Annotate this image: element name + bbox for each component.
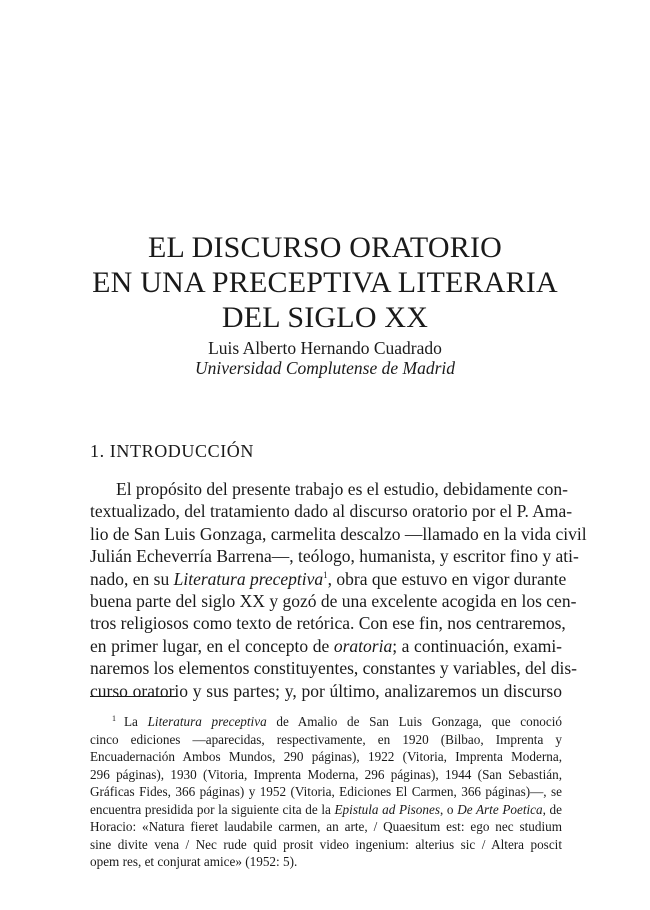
footnote-line: Gráficas Fides, 366 páginas) y 1952 (Vitoria, Ediciones El Carmen, 366 páginas)—, se — [90, 784, 562, 799]
body-text-run: en primer lugar, en el concepto de — [90, 635, 334, 656]
work-title-italic: De Arte Poetica — [457, 801, 543, 817]
body-paragraph — [90, 478, 587, 702]
title-line: EL DISCURSO ORATORIO — [147, 231, 503, 264]
footnote-line: opem res, et conjurat amice» (1952: 5). — [90, 854, 298, 869]
body-line: lio de San Luis Gonzaga, carmelita descalzo —llamado en la vida civil — [90, 523, 587, 544]
footnote-line: Encuadernación Ambos Mundos, 290 páginas), 1922 (Vitoria, Imprenta Moderna, — [90, 749, 562, 764]
term-italic: oratoria — [333, 635, 393, 656]
footnote-line: cinco ediciones —aparecidas, respectivamente, en 1920 (Bilbao, Imprenta y — [90, 731, 562, 747]
article-title — [0, 230, 650, 335]
body-text-run: ; a continuación, exami- — [392, 635, 563, 656]
footnote-line — [90, 713, 562, 731]
body-line: textualizado, del tratamiento dado al discurso oratorio por el P. Ama- — [90, 501, 573, 522]
footnote-reference[interactable]: 1 — [323, 569, 328, 580]
work-title-italic: Epistula ad Pisones — [334, 801, 440, 817]
footnote-line: 296 páginas), 1930 (Vitoria, Imprenta Moderna, 296 páginas), 1944 (San Sebastián, — [90, 766, 562, 782]
body-line: El propósito del presente trabajo es el estudio, debidamente con- — [116, 479, 568, 499]
body-line: Julián Echeverría Barrena—, teólogo, humanista, y escritor fino y ati- — [90, 546, 579, 567]
footnote-line — [90, 801, 562, 819]
book-title-italic: Literatura preceptiva — [173, 568, 324, 589]
section-heading: 1. INTRODUCCIÓN — [90, 441, 254, 461]
footnote-text-run: La — [124, 714, 148, 729]
book-title-italic: Literatura preceptiva — [147, 714, 267, 729]
body-line — [90, 635, 562, 657]
title-line: DEL SIGLO XX — [221, 301, 429, 334]
body-line: naremos los elementos constituyentes, constantes y variables, del dis- — [90, 658, 577, 679]
footnote-text-run: , o — [439, 801, 458, 817]
footnote-line: sine divite vena / Nec rude quid prosit video ingenium: alterius sic / Altera poscit — [90, 836, 562, 852]
footnote-text-run: , de — [542, 801, 563, 817]
body-line: tros religiosos como texto de retórica. Con ese fin, nos centraremos, — [90, 613, 566, 634]
body-line — [90, 568, 567, 590]
body-line: curso oratorio y sus partes; y, por último, analizaremos un discurso — [90, 680, 562, 701]
footnote-separator — [90, 696, 176, 697]
body-text-run: , obra que estuvo en vigor durante — [327, 568, 567, 589]
footnote-line: Horacio: «Natura fieret laudabile carmen, an arte, / Quaesitum est: ego nec studium — [90, 819, 562, 834]
author-name: Luis Alberto Hernando Cuadrado — [208, 338, 442, 358]
body-line: buena parte del siglo XX y gozó de una excelente acogida en los cen- — [90, 591, 577, 612]
body-text-run: nado, en su — [90, 568, 174, 589]
footnote-text-run: encuentra presidida por la siguiente cita de la — [90, 801, 335, 817]
footnote-number: 1 — [112, 713, 116, 723]
author-affiliation: Universidad Complutense de Madrid — [194, 358, 456, 378]
footnote-text-run: de Amalio de San Luis Gonzaga, que conoció — [266, 714, 562, 729]
title-line: EN UNA PRECEPTIVA LITERARIA — [92, 266, 558, 299]
footnote — [90, 713, 562, 871]
